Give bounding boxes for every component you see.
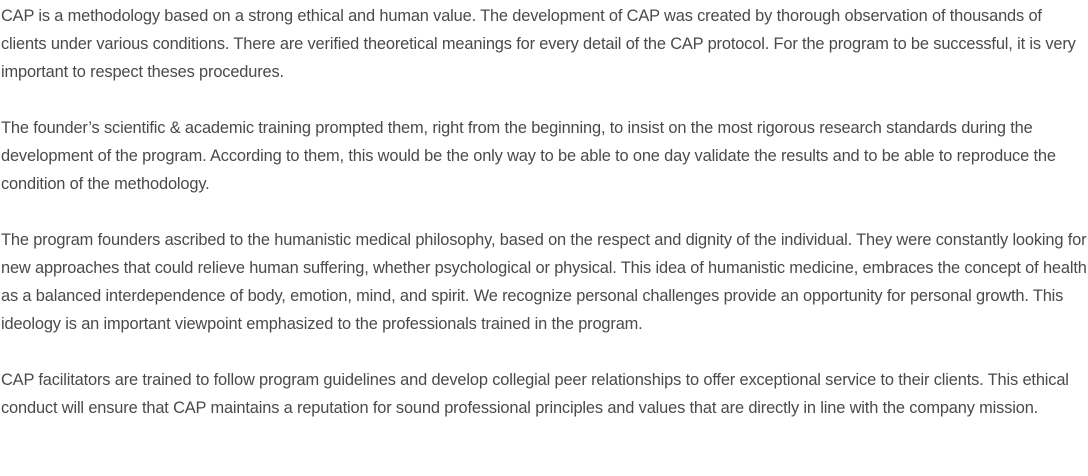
paragraph-humanistic-philosophy: The program founders ascribed to the humanistic medical philosophy, based on the respect and dignity of the individual. They were constantly looking for new approaches that could relieve human suffering, whether psychological or physical. This idea of humanistic medicine, embraces the concept of health as a balanced interdependence of body, emotion, mind, and spirit. We recognize personal challenges provide an opportunity for personal growth. This ideology is an important viewpoint emphasized to the professionals trained in the program. — [1, 231, 1087, 333]
paragraph-methodology-intro: CAP is a methodology based on a strong ethical and human value. The development of CAP was created by thorough observation of thousands of clients under various conditions. There are verified theoretical meanings for every detail of the CAP protocol. For the program to be successful, it is very important to respect theses procedures. — [1, 7, 1076, 81]
paragraph-facilitators-ethics: CAP facilitators are trained to follow program guidelines and develop collegial peer relationships to offer exceptional service to their clients. This ethical conduct will ensure that CAP maintains a reputation for sound professional principles and values that are directly in line with the company mission. — [1, 371, 1069, 417]
paragraph-founders-training: The founder’s scientific & academic training prompted them, right from the beginning, to insist on the most rigorous research standards during the development of the program. According to them, this would be the only way to be able to one day validate the results and to be able to reproduce the condition of the methodology. — [1, 119, 1056, 193]
